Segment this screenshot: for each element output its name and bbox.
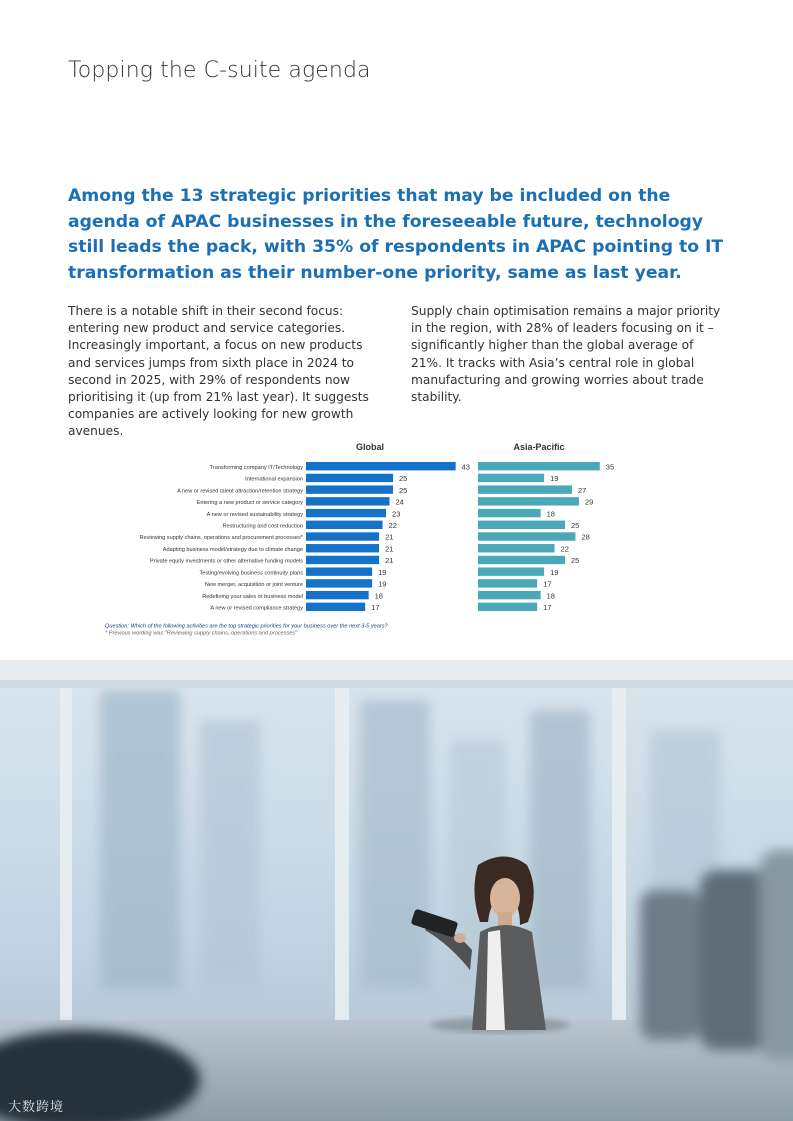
category-label-7: Adapting business model/strategy due to climate change	[162, 546, 303, 553]
data-label-0-0: 43	[461, 462, 470, 472]
bar-0-8	[306, 556, 379, 564]
data-label-1-0: 35	[605, 462, 615, 472]
category-label-2: A new or revised talent attraction/retention strategy	[177, 488, 303, 495]
bar-0-7	[306, 544, 379, 552]
bar-1-7	[478, 544, 555, 552]
data-label-1-6: 28	[581, 532, 590, 542]
data-label-1-2: 27	[577, 485, 587, 495]
bar-1-11	[478, 591, 541, 599]
category-label-4: A new or revised sustainability strategy	[206, 511, 303, 518]
category-label-9: Testing/evolving business continuity plans	[199, 570, 303, 577]
body-column-left: There is a notable shift in their second focus: entering new product and service categories. Increasingly important, a focus on new products and services jumps from sixth place in 2024 to second in 2025, with 29% of respondents now prioritising it (up from 21% last year). It suggests companies are actively looking for new growth avenues.	[68, 304, 369, 439]
category-label-3: Entering a new product or service category	[196, 500, 303, 507]
data-label-0-5: 22	[388, 521, 397, 530]
data-label-1-9: 19	[550, 567, 559, 577]
bar-1-9	[478, 567, 544, 575]
lead-paragraph: Among the 13 strategic priorities that may be included on the agenda of APAC businesses in the foreseeable future, technology still leads the pack, with 35% of respondents in APAC pointing to IT transformation as their number-one priority, same as last year.	[68, 186, 724, 284]
bar-0-9	[306, 567, 372, 575]
data-label-0-9: 19	[378, 567, 387, 577]
priorities-bar-chart	[100, 436, 640, 646]
series-heading-1: Asia-Pacific	[513, 442, 565, 452]
bar-0-3	[306, 497, 390, 505]
data-label-0-3: 24	[395, 497, 404, 507]
bar-1-5	[478, 521, 565, 529]
bar-1-10	[478, 579, 537, 587]
chart-question-note: Question: Which of the following activities are the top strategic priorities for your business over the next 3-5 years?	[105, 623, 388, 630]
chart-svg	[100, 436, 640, 646]
data-label-0-11: 18	[374, 591, 383, 601]
category-label-0: Transforming company IT/Technology	[209, 464, 303, 471]
chart-footnote: * Previous wording was "Reviewing supply chains, operations and processes"	[105, 630, 298, 637]
bar-0-1	[306, 474, 393, 482]
data-label-1-4: 18	[546, 509, 555, 519]
category-label-8: Private equity investments or other alternative funding models	[150, 558, 303, 565]
data-label-1-1: 19	[550, 474, 559, 484]
data-label-0-1: 25	[399, 474, 408, 484]
category-label-6: Reviewing supply chains, operations and procurement processes*	[139, 535, 303, 542]
body-column-right: Supply chain optimisation remains a major priority in the region, with 28% of leaders focusing on it – significantly higher than the global average of 21%. It tracks with Asia’s central role in global manufacturing and growing worries about trade stability.	[411, 304, 721, 405]
data-label-1-11: 18	[546, 591, 555, 601]
category-label-5: Restructuring and cost reduction	[222, 523, 303, 530]
bar-1-8	[478, 556, 565, 564]
data-label-0-6: 21	[385, 532, 394, 542]
bar-1-2	[478, 485, 572, 493]
data-label-0-10: 19	[378, 579, 387, 589]
data-label-1-8: 25	[571, 556, 580, 566]
data-label-1-3: 29	[584, 497, 594, 507]
category-label-12: A new or revised compliance strategy	[210, 605, 303, 612]
bar-0-10	[306, 579, 372, 587]
page-title: Topping the C-suite agenda	[68, 58, 371, 83]
bar-1-3	[478, 497, 579, 505]
hero-photo	[0, 660, 793, 1121]
data-label-0-4: 23	[392, 509, 401, 519]
data-label-0-2: 25	[399, 485, 408, 495]
bar-0-0	[306, 462, 456, 470]
bar-0-6	[306, 532, 379, 540]
bar-0-4	[306, 509, 386, 517]
data-label-1-5: 25	[571, 521, 580, 530]
bar-1-1	[478, 474, 544, 482]
series-heading-0: Global	[355, 442, 385, 452]
data-label-1-10: 17	[543, 579, 552, 589]
office-photo-illustration	[0, 660, 793, 1121]
bar-0-2	[306, 485, 393, 493]
bar-0-11	[306, 591, 369, 599]
bar-0-5	[306, 521, 383, 529]
data-label-1-7: 22	[560, 544, 569, 554]
category-label-11: Redefining your sales or business model	[202, 593, 303, 600]
bar-1-6	[478, 532, 575, 540]
bar-1-12	[478, 603, 537, 611]
bar-0-12	[306, 603, 365, 611]
data-label-1-12: 17	[543, 603, 552, 613]
bar-1-4	[478, 509, 541, 517]
category-label-1: International expansion	[245, 476, 303, 483]
data-label-0-8: 21	[385, 556, 394, 566]
data-label-0-7: 21	[385, 544, 394, 554]
data-label-0-12: 17	[371, 603, 380, 613]
bar-1-0	[478, 462, 600, 470]
category-label-10: New merger, acquisition or joint venture	[204, 582, 303, 589]
watermark: 大数跨境	[8, 1100, 65, 1115]
